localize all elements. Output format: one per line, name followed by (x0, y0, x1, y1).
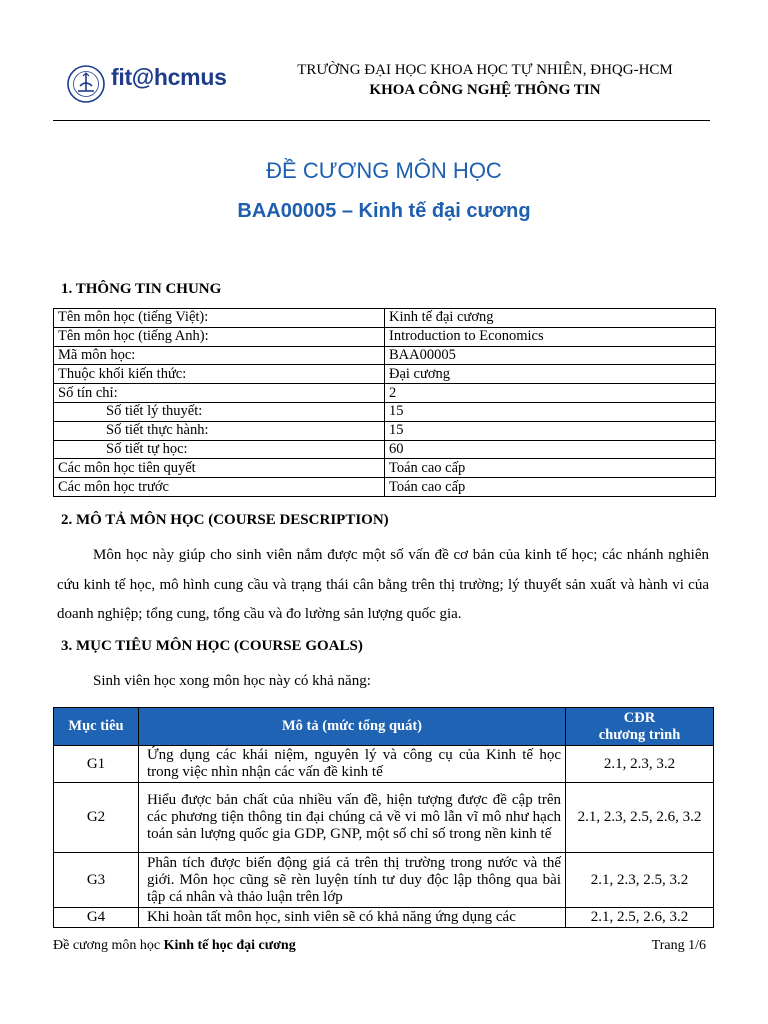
footer-prefix: Đề cương môn học (53, 938, 164, 953)
table-row (54, 365, 716, 384)
table-row (54, 478, 716, 497)
goal-cdr: 2.1, 2.5, 2.6, 3.2 (566, 908, 714, 928)
footer-course-name: Kinh tế học đại cương (163, 938, 296, 953)
goals-lead: Sinh viên học xong môn học này có khả năng: (93, 673, 371, 689)
info-value: Toán cao cấp (385, 478, 716, 497)
info-key: Thuộc khối kiến thức: (54, 365, 385, 384)
cdr-header-line1: CĐR (623, 709, 656, 726)
column-header-description: Mô tả (mức tổng quát) (139, 708, 566, 746)
goal-description: Ứng dụng các khái niệm, nguyên lý và công cụ của Kinh tế học trong việc nhìn nhận các vấn đề kinh tế (139, 746, 566, 783)
info-value: Toán cao cấp (385, 459, 716, 478)
info-key: Các môn học trước (54, 478, 385, 497)
table-row (54, 402, 716, 421)
goal-cdr: 2.1, 2.3, 2.5, 3.2 (566, 853, 714, 908)
page-footer-left (53, 938, 296, 954)
logo-text: fit@hcmus (111, 64, 227, 90)
table-row (54, 746, 714, 783)
course-description (57, 541, 709, 630)
table-row (54, 421, 716, 440)
goal-id: G1 (54, 746, 139, 783)
section-1-heading: 1. THÔNG TIN CHUNG (61, 281, 222, 297)
document-title: ĐỀ CƯƠNG MÔN HỌC (266, 158, 502, 183)
info-value: 15 (385, 421, 716, 440)
faculty-logo (66, 60, 266, 104)
goal-cdr: 2.1, 2.3, 3.2 (566, 746, 714, 783)
info-key: Các môn học tiên quyết (54, 459, 385, 478)
info-value: BAA00005 (385, 346, 716, 365)
info-key: Mã môn học: (54, 346, 385, 365)
table-row (54, 346, 716, 365)
info-key: Số tiết tự học: (54, 440, 385, 459)
course-goals-table (53, 707, 714, 928)
table-row (54, 783, 714, 853)
faculty-name: KHOA CÔNG NGHỆ THÔNG TIN (369, 82, 601, 98)
table-row (54, 908, 714, 928)
info-key: Số tiết thực hành: (54, 421, 385, 440)
info-key: Tên môn học (tiếng Anh): (54, 327, 385, 346)
info-value: 2 (385, 384, 716, 403)
goal-description: Phân tích được biến động giá cả trên thị trường trong nước và thế giới. Môn học cũng sẽ rèn luyện tính tư duy độc lập thông qua bài tập cá nhân và thảo luận trên lớp (139, 853, 566, 908)
table-row (54, 440, 716, 459)
goal-cdr: 2.1, 2.3, 2.5, 2.6, 3.2 (566, 783, 714, 853)
goal-id: G4 (54, 908, 139, 928)
column-header-goal: Mục tiêu (54, 708, 139, 746)
table-row (54, 309, 716, 328)
page-number: Trang 1/6 (651, 938, 706, 953)
info-value: Đại cương (385, 365, 716, 384)
info-value: Introduction to Economics (385, 327, 716, 346)
table-row (54, 327, 716, 346)
table-row (54, 459, 716, 478)
column-header-cdr (566, 708, 714, 746)
info-key: Số tiết lý thuyết: (54, 402, 385, 421)
info-key: Tên môn học (tiếng Việt): (54, 309, 385, 328)
course-title: BAA00005 – Kinh tế đại cương (237, 200, 531, 222)
goal-id: G2 (54, 783, 139, 853)
header-divider (53, 120, 710, 121)
info-value: Kinh tế đại cương (385, 309, 716, 328)
section-3-heading: 3. MỤC TIÊU MÔN HỌC (COURSE GOALS) (61, 638, 363, 654)
info-value: 60 (385, 440, 716, 459)
goal-description: Hiểu được bản chất của nhiều vấn đề, hiện tượng được đề cập trên các phương tiện thông tin đại chúng cả về vi mô lẫn vĩ mô như hạch toán sản lượng quốc gia GDP, GNP, một số chỉ số trong nền kinh tế (139, 783, 566, 853)
university-seal-icon (66, 64, 106, 104)
table-row (54, 384, 716, 403)
goal-id: G3 (54, 853, 139, 908)
section-2-heading: 2. MÔ TẢ MÔN HỌC (COURSE DESCRIPTION) (61, 512, 389, 528)
cdr-header-line2: chương trình (598, 726, 681, 743)
table-header-row (54, 708, 714, 746)
goal-description: Khi hoàn tất môn học, sinh viên sẽ có khả năng ứng dụng các (139, 908, 566, 928)
table-row (54, 853, 714, 908)
info-value: 15 (385, 402, 716, 421)
info-key: Số tín chỉ: (54, 384, 385, 403)
course-description-text: Môn học này giúp cho sinh viên nắm được một số vấn đề cơ bản của kinh tế học; các nhánh nghiên cứu kinh tế học, mô hình cung cầu và trạng thái cân bằng trên thị trường; lý thuyết sản xuất và hành vi của doanh nghiệp; tổng cung, tổng cầu và đo lường sản lượng quốc gia. (57, 547, 709, 622)
university-name: TRƯỜNG ĐẠI HỌC KHOA HỌC TỰ NHIÊN, ĐHQG-HCM (297, 62, 673, 78)
general-info-table (53, 308, 716, 497)
